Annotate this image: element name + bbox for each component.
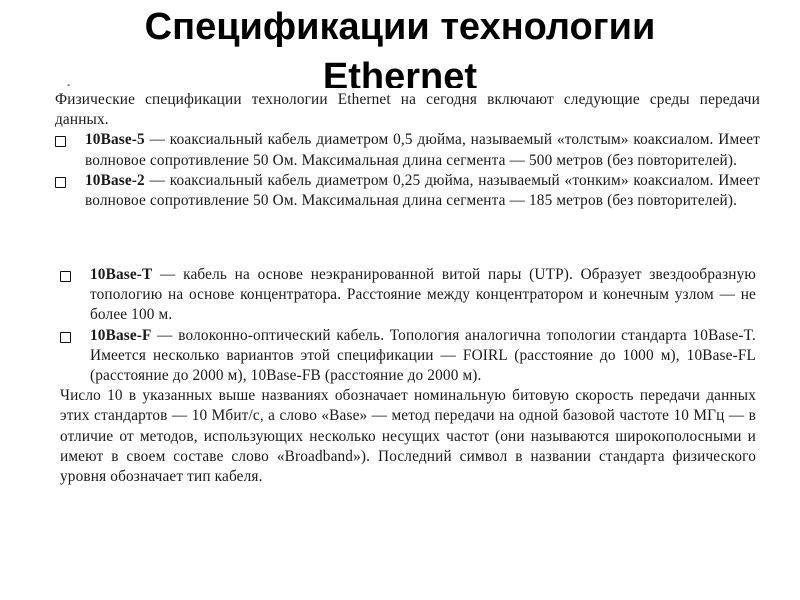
page-title bbox=[0, 2, 800, 88]
bullet-term: 10Base-T bbox=[90, 266, 153, 283]
bullet-term: 10Base-2 bbox=[85, 171, 145, 189]
bullet-10base-2 bbox=[55, 171, 760, 211]
title-line-1: Спецификации технологии bbox=[144, 6, 656, 48]
bullet-term: 10Base-F bbox=[90, 326, 152, 344]
bullet-text: — коаксиальный кабель диаметром 0,5 дюйма, называемый «толстым» коаксиалом. Имеет волновое сопротивление 50 Ом. Максимальная длина сегмента — 500 метров (без повторителей). bbox=[85, 131, 760, 169]
bullet-10base-t bbox=[60, 265, 756, 326]
bullet-term: 10Base-5 bbox=[85, 131, 145, 149]
title-area bbox=[0, 0, 800, 88]
checkbox-bullet-icon bbox=[55, 136, 66, 147]
bullet-text: — коаксиальный кабель диаметром 0,25 дюйма, называемый «тонким» коаксиалом. Имеет волновое сопротивление 50 Ом. Максимальная длина сегмента — 185 метров (без повторителей). bbox=[85, 171, 760, 210]
checkbox-bullet-icon bbox=[60, 271, 71, 282]
closing-paragraph: Число 10 в указанных выше названиях обозначает номинальную битовую скорость передачи данных этих стандартов — 10 Мбит/с, а слово «Base» — метод передачи на одной базовой частоте 10 МГц — в отличие от методов, использующих несколько несущих частот (они называются широкополосными и имеют в своем составе слово «Broadband»). Последний символ в названии стандарта физического уровня обозначает тип кабеля. bbox=[60, 387, 756, 486]
bullet-10base-5 bbox=[55, 130, 760, 170]
bullet-text: — волоконно-оптический кабель. Топология аналогична топологии стандарта 10Base-T. Имеется несколько вариантов этой спецификации — FOIRL (расстояние до 1000 м), 10Base-FL (расстояние до 2000 м), 10Base-FB (расстояние до 2000 м). bbox=[90, 326, 756, 385]
scanned-text-block-1 bbox=[55, 90, 760, 211]
checkbox-bullet-icon bbox=[55, 177, 66, 188]
scanned-text-block-2 bbox=[60, 265, 756, 487]
bullet-text: — кабель на основе неэкранированной витой пары (UTP). Образует звездообразную топологию на основе концентратора. Расстояние между концентратором и конечным узлом — не более 100 м. bbox=[90, 266, 756, 324]
intro-paragraph: Физические спецификации технологии Ethernet на сегодня включают следующие среды передачи данных. bbox=[55, 91, 760, 129]
title-line-2: Ethernet bbox=[322, 56, 478, 88]
checkbox-bullet-icon bbox=[60, 332, 71, 343]
bullet-10base-f bbox=[60, 326, 756, 387]
scan-tick-mark: - bbox=[67, 80, 71, 91]
